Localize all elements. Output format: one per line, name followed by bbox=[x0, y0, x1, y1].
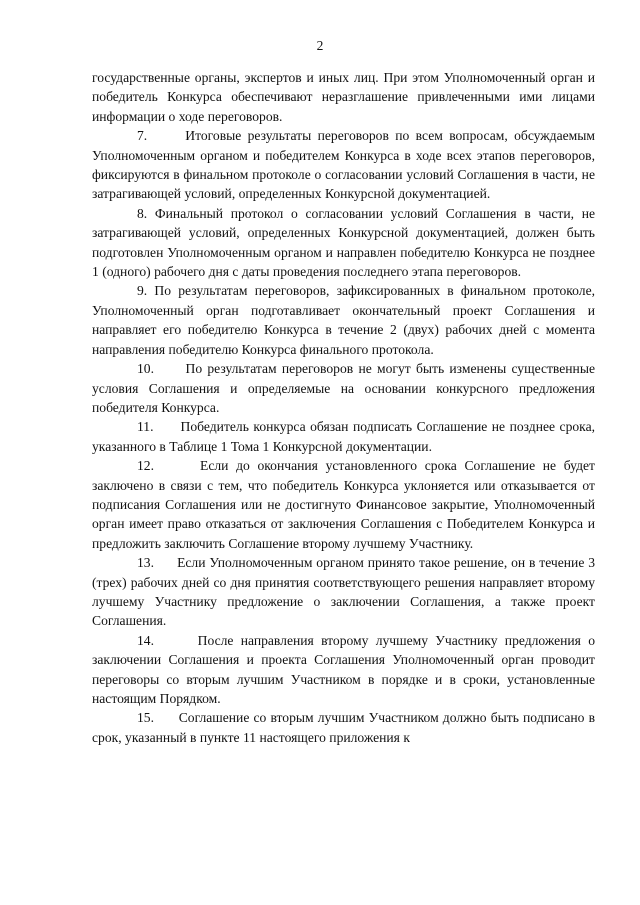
paragraph-text: Итоговые результаты переговоров по всем вопросам, обсуждаемым Уполномоченным органом и победителем Конкурса в ходе всех этапов переговоров, фиксируются в финальном протоколе о согласовании условий Соглашения в части, не затрагивающей условий, определенных Конкурсной документацией. bbox=[92, 128, 595, 202]
paragraph-text: По результатам переговоров, зафиксированных в финальном протоколе, Уполномоченный орган подготавливает окончательный проект Соглашения и направляет его победителю Конкурса в течение 2 (двух) рабочих дней с момента направления победителю Конкурса финального протокола. bbox=[92, 283, 595, 357]
paragraph-13 bbox=[92, 553, 595, 631]
paragraph-9 bbox=[92, 281, 595, 359]
paragraph-text: После направления второму лучшему Участнику предложения о заключении Соглашения и проекта Соглашения Уполномоченный орган проводит переговоры со вторым лучшим Участником в порядке и в сроки, установленные настоящим Порядком. bbox=[92, 632, 595, 706]
paragraph-15 bbox=[92, 708, 595, 747]
paragraph-number: 12. bbox=[137, 458, 154, 474]
paragraph-continuation bbox=[92, 68, 595, 126]
page-number: 2 bbox=[316, 38, 324, 53]
paragraph-number: 11. bbox=[137, 419, 154, 435]
paragraph-8 bbox=[92, 204, 595, 282]
paragraph-number: 8. bbox=[137, 205, 148, 221]
paragraph-14 bbox=[92, 631, 595, 709]
paragraph-text: По результатам переговоров не могут быть изменены существенные условия Соглашения и определяемые на основании конкурсного предложения победителя Конкурса. bbox=[92, 361, 596, 415]
paragraph-text: Если Уполномоченным органом принято такое решение, он в течение 3 (трех) рабочих дней со дня принятия соответствующего решения направляет второму лучшему Участнику предложение о заключении Соглашения, а также проект Соглашения. bbox=[92, 555, 595, 629]
paragraph-text: Если до окончания установленного срока Соглашение не будет заключено в связи с тем, что победитель Конкурса уклоняется или отказывается от подписания Соглашения или не достигнуто Финансовое закрытие, Уполномоченный орган имеет право отказаться от заключения Соглашения с Победителем Конкурса и предложить заключить Соглашение второму лучшему Участнику. bbox=[92, 458, 595, 551]
paragraph-10 bbox=[92, 359, 595, 417]
paragraph-number: 15. bbox=[137, 710, 154, 726]
paragraph-text: Финальный протокол о согласовании условий Соглашения в части, не затрагивающей условий, определенных Конкурсной документацией, должен быть подготовлен Уполномоченным органом и направлен победителю Конкурса не позднее 1 (одного) рабочего дня с даты проведения последнего этапа переговоров. bbox=[92, 205, 596, 280]
paragraph-number: 14. bbox=[137, 632, 154, 648]
document-body bbox=[92, 68, 595, 747]
paragraph-number: 13. bbox=[137, 555, 154, 571]
paragraph-12 bbox=[92, 456, 595, 553]
paragraph-text: государственные органы, экспертов и иных лиц. При этом Уполномоченный орган и победитель Конкурса обеспечивают неразглашение привлеченными ими лицами информации о ходе переговоров. bbox=[92, 70, 595, 124]
paragraph-number: 9. bbox=[137, 283, 148, 299]
paragraph-11 bbox=[92, 417, 595, 456]
paragraph-number: 7. bbox=[137, 128, 148, 144]
paragraph-7 bbox=[92, 126, 595, 204]
paragraph-number: 10. bbox=[137, 361, 154, 377]
paragraph-text: Соглашение со вторым лучшим Участником должно быть подписано в срок, указанный в пункте 11 настоящего приложения к bbox=[92, 710, 595, 745]
paragraph-text: Победитель конкурса обязан подписать Соглашение не позднее срока, указанного в Таблице 1 Тома 1 Конкурсной документации. bbox=[92, 419, 596, 454]
